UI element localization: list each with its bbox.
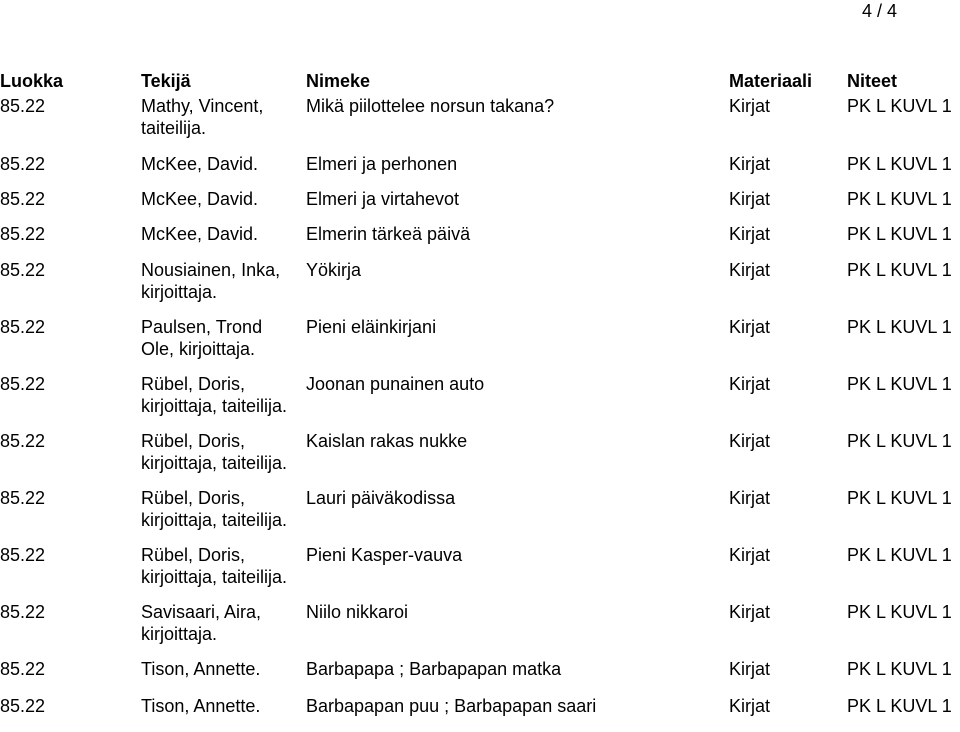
table-row <box>0 153 960 188</box>
catalog-table <box>0 70 960 732</box>
row-tekija-line: kirjoittaja, taiteilija. <box>141 396 288 416</box>
row-luokka: 85.22 <box>0 260 46 280</box>
row-luokka: 85.22 <box>0 431 46 451</box>
row-materiaali: Kirjat <box>729 154 771 174</box>
table-row <box>0 373 960 430</box>
row-nimeke: Mikä piilottelee norsun takana? <box>306 96 555 116</box>
row-tekija-line: taiteilija. <box>141 118 207 138</box>
row-tekija <box>141 223 258 245</box>
table-row <box>0 188 960 223</box>
row-luokka: 85.22 <box>0 189 46 209</box>
header-niteet: Niteet <box>847 71 898 91</box>
row-materiaali: Kirjat <box>729 224 771 244</box>
row-tekija-line: Rübel, Doris, <box>141 488 246 508</box>
row-tekija <box>141 95 263 139</box>
row-luokka: 85.22 <box>0 374 46 394</box>
row-tekija <box>141 544 287 588</box>
table-row <box>0 601 960 658</box>
row-nimeke: Elmerin tärkeä päivä <box>306 224 471 244</box>
row-tekija <box>141 373 287 417</box>
row-materiaali: Kirjat <box>729 96 771 116</box>
row-tekija-line: Tison, Annette. <box>141 696 261 716</box>
row-tekija <box>141 487 287 531</box>
row-tekija-line: kirjoittaja, taiteilija. <box>141 567 288 587</box>
row-tekija-line: McKee, David. <box>141 189 259 209</box>
table-row <box>0 658 960 695</box>
table-row <box>0 316 960 373</box>
table-body <box>0 95 960 732</box>
table-row <box>0 487 960 544</box>
row-tekija-line: McKee, David. <box>141 224 259 244</box>
row-niteet: PK L KUVL 1 <box>847 260 952 280</box>
page-number: 4 / 4 <box>861 1 897 21</box>
row-niteet: PK L KUVL 1 <box>847 374 952 394</box>
row-luokka: 85.22 <box>0 96 46 116</box>
row-niteet: PK L KUVL 1 <box>847 659 952 679</box>
row-materiaali: Kirjat <box>729 260 771 280</box>
row-tekija-line: kirjoittaja. <box>141 624 218 644</box>
header-luokka: Luokka <box>0 71 64 91</box>
row-tekija <box>141 316 262 360</box>
row-niteet: PK L KUVL 1 <box>847 602 952 622</box>
row-materiaali: Kirjat <box>729 602 771 622</box>
row-luokka: 85.22 <box>0 224 46 244</box>
table-row <box>0 95 960 153</box>
row-materiaali: Kirjat <box>729 189 771 209</box>
row-tekija-line: Paulsen, Trond <box>141 317 263 337</box>
row-nimeke: Yökirja <box>306 260 362 280</box>
row-luokka: 85.22 <box>0 488 46 508</box>
row-luokka: 85.22 <box>0 696 46 716</box>
row-materiaali: Kirjat <box>729 545 771 565</box>
row-materiaali: Kirjat <box>729 431 771 451</box>
row-niteet: PK L KUVL 1 <box>847 317 952 337</box>
row-tekija <box>141 153 258 175</box>
table-row <box>0 259 960 316</box>
row-luokka: 85.22 <box>0 659 46 679</box>
row-tekija-line: kirjoittaja, taiteilija. <box>141 453 288 473</box>
row-tekija <box>141 259 280 303</box>
row-tekija <box>141 601 261 645</box>
row-materiaali: Kirjat <box>729 317 771 337</box>
row-nimeke: Joonan punainen auto <box>306 374 485 394</box>
row-niteet: PK L KUVL 1 <box>847 545 952 565</box>
row-tekija-line: Rübel, Doris, <box>141 545 246 565</box>
row-tekija-line: McKee, David. <box>141 154 259 174</box>
row-materiaali: Kirjat <box>729 488 771 508</box>
row-luokka: 85.22 <box>0 545 46 565</box>
row-tekija-line: Ole, kirjoittaja. <box>141 339 256 359</box>
row-nimeke: Niilo nikkaroi <box>306 602 409 622</box>
header-nimeke: Nimeke <box>306 71 371 91</box>
row-tekija-line: kirjoittaja. <box>141 282 218 302</box>
row-nimeke: Pieni Kasper-vauva <box>306 545 463 565</box>
row-tekija <box>141 430 287 474</box>
row-nimeke: Barbapapa ; Barbapapan matka <box>306 659 562 679</box>
row-tekija-line: Tison, Annette. <box>141 659 261 679</box>
row-nimeke: Elmeri ja virtahevot <box>306 189 460 209</box>
row-luokka: 85.22 <box>0 317 46 337</box>
row-materiaali: Kirjat <box>729 696 771 716</box>
row-tekija <box>141 695 260 717</box>
row-tekija-line: Mathy, Vincent, <box>141 96 264 116</box>
row-tekija <box>141 658 260 680</box>
table-header <box>0 70 960 95</box>
row-niteet: PK L KUVL 1 <box>847 96 952 116</box>
row-niteet: PK L KUVL 1 <box>847 696 952 716</box>
row-tekija-line: Rübel, Doris, <box>141 431 246 451</box>
table-row <box>0 544 960 601</box>
table-row <box>0 223 960 259</box>
row-tekija-line: kirjoittaja, taiteilija. <box>141 510 288 530</box>
row-nimeke: Pieni eläinkirjani <box>306 317 437 337</box>
row-niteet: PK L KUVL 1 <box>847 189 952 209</box>
row-niteet: PK L KUVL 1 <box>847 224 952 244</box>
row-luokka: 85.22 <box>0 154 46 174</box>
row-materiaali: Kirjat <box>729 374 771 394</box>
row-niteet: PK L KUVL 1 <box>847 488 952 508</box>
row-nimeke: Elmeri ja perhonen <box>306 154 458 174</box>
row-niteet: PK L KUVL 1 <box>847 154 952 174</box>
row-luokka: 85.22 <box>0 602 46 622</box>
header-tekija: Tekijä <box>141 71 191 91</box>
row-tekija-line: Rübel, Doris, <box>141 374 246 394</box>
row-tekija-line: Savisaari, Aira, <box>141 602 262 622</box>
header-materiaali: Materiaali <box>729 71 813 91</box>
table-row <box>0 430 960 487</box>
row-tekija <box>141 188 258 210</box>
row-tekija-line: Nousiainen, Inka, <box>141 260 281 280</box>
row-nimeke: Lauri päiväkodissa <box>306 488 456 508</box>
table-row <box>0 695 960 732</box>
row-nimeke: Barbapapan puu ; Barbapapan saari <box>306 696 597 716</box>
row-nimeke: Kaislan rakas nukke <box>306 431 468 451</box>
row-niteet: PK L KUVL 1 <box>847 431 952 451</box>
row-materiaali: Kirjat <box>729 659 771 679</box>
